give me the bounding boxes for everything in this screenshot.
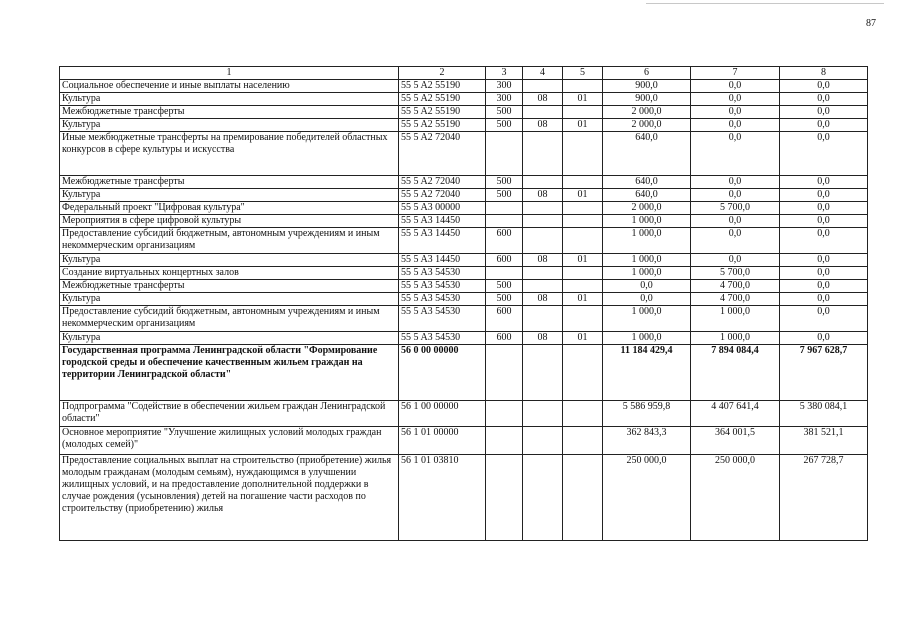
cell-code: 55 5 A3 14450 (399, 215, 486, 228)
table-row (60, 267, 868, 280)
cell-name: Культура (60, 332, 399, 345)
cell-col7: 7 894 084,4 (691, 345, 780, 401)
cell-col3: 500 (486, 176, 523, 189)
cell-col7: 0,0 (691, 176, 780, 189)
cell-col5: 01 (563, 254, 603, 267)
cell-col5 (563, 401, 603, 427)
cell-col4 (523, 176, 563, 189)
cell-col6: 1 000,0 (603, 254, 691, 267)
cell-col6: 1 000,0 (603, 306, 691, 332)
cell-col4 (523, 401, 563, 427)
column-header: 3 (486, 67, 523, 80)
column-header: 2 (399, 67, 486, 80)
cell-code: 55 5 A2 72040 (399, 189, 486, 202)
cell-col5: 01 (563, 189, 603, 202)
cell-col4: 08 (523, 189, 563, 202)
cell-code: 55 5 A2 55190 (399, 93, 486, 106)
cell-name: Основное мероприятие "Улучшение жилищных условий молодых граждан (молодых семей)" (60, 427, 399, 455)
cell-col3: 300 (486, 93, 523, 106)
cell-col4 (523, 228, 563, 254)
cell-col3: 600 (486, 306, 523, 332)
cell-code: 55 5 A2 55190 (399, 119, 486, 132)
cell-col7: 1 000,0 (691, 332, 780, 345)
cell-col5 (563, 267, 603, 280)
column-header: 4 (523, 67, 563, 80)
cell-col6: 5 586 959,8 (603, 401, 691, 427)
cell-col3: 300 (486, 80, 523, 93)
cell-col3: 500 (486, 106, 523, 119)
cell-col4: 08 (523, 254, 563, 267)
cell-col4 (523, 280, 563, 293)
cell-name: Мероприятия в сфере цифровой культуры (60, 215, 399, 228)
cell-col8: 381 521,1 (780, 427, 868, 455)
cell-col8: 0,0 (780, 293, 868, 306)
table-row (60, 455, 868, 541)
cell-code: 55 5 A3 00000 (399, 202, 486, 215)
cell-col8: 0,0 (780, 189, 868, 202)
cell-col8: 267 728,7 (780, 455, 868, 541)
cell-col6: 1 000,0 (603, 332, 691, 345)
cell-col3 (486, 202, 523, 215)
cell-name: Межбюджетные трансферты (60, 176, 399, 189)
cell-col6: 900,0 (603, 93, 691, 106)
cell-name: Федеральный проект "Цифровая культура" (60, 202, 399, 215)
cell-name: Межбюджетные трансферты (60, 106, 399, 119)
cell-col5 (563, 280, 603, 293)
cell-col7: 364 001,5 (691, 427, 780, 455)
column-header: 8 (780, 67, 868, 80)
cell-col5 (563, 215, 603, 228)
cell-col4 (523, 345, 563, 401)
cell-name: Государственная программа Ленинградской области "Формирование городской среды и обеспечение качественным жильем граждан на территории Ленинградской области" (60, 345, 399, 401)
cell-col3: 600 (486, 332, 523, 345)
cell-col8: 7 967 628,7 (780, 345, 868, 401)
table-row (60, 176, 868, 189)
cell-col7: 0,0 (691, 254, 780, 267)
cell-code: 56 1 01 03810 (399, 455, 486, 541)
cell-col7: 0,0 (691, 80, 780, 93)
cell-col7: 0,0 (691, 119, 780, 132)
cell-col7: 1 000,0 (691, 306, 780, 332)
cell-col4 (523, 427, 563, 455)
cell-col7: 5 700,0 (691, 202, 780, 215)
cell-col6: 1 000,0 (603, 267, 691, 280)
table-row (60, 106, 868, 119)
table-row (60, 401, 868, 427)
table-row (60, 132, 868, 176)
cell-col3 (486, 267, 523, 280)
cell-col4 (523, 132, 563, 176)
cell-code: 55 5 A3 54530 (399, 267, 486, 280)
cell-col5 (563, 306, 603, 332)
cell-col5 (563, 345, 603, 401)
cell-col5: 01 (563, 93, 603, 106)
cell-col3: 500 (486, 280, 523, 293)
cell-col8: 0,0 (780, 215, 868, 228)
cell-col8: 0,0 (780, 80, 868, 93)
table-row (60, 427, 868, 455)
cell-name: Предоставление субсидий бюджетным, автономным учреждениям и иным некоммерческим организациям (60, 306, 399, 332)
cell-col8: 0,0 (780, 176, 868, 189)
cell-code: 55 5 A2 72040 (399, 176, 486, 189)
cell-name: Создание виртуальных концертных залов (60, 267, 399, 280)
cell-col6: 1 000,0 (603, 215, 691, 228)
cell-col6: 640,0 (603, 189, 691, 202)
cell-col4 (523, 455, 563, 541)
cell-col8: 5 380 084,1 (780, 401, 868, 427)
table-row (60, 280, 868, 293)
cell-code: 55 5 A2 55190 (399, 106, 486, 119)
table-row (60, 293, 868, 306)
cell-code: 56 0 00 00000 (399, 345, 486, 401)
cell-col3: 500 (486, 119, 523, 132)
cell-col6: 2 000,0 (603, 202, 691, 215)
cell-col4: 08 (523, 93, 563, 106)
cell-col7: 4 700,0 (691, 293, 780, 306)
table-row (60, 332, 868, 345)
cell-col3 (486, 132, 523, 176)
cell-col4 (523, 80, 563, 93)
top-divider-line (646, 3, 884, 4)
cell-col3 (486, 215, 523, 228)
cell-col3: 500 (486, 189, 523, 202)
column-header: 5 (563, 67, 603, 80)
cell-col7: 4 700,0 (691, 280, 780, 293)
cell-col7: 0,0 (691, 106, 780, 119)
cell-col5 (563, 132, 603, 176)
cell-col6: 2 000,0 (603, 119, 691, 132)
column-header: 1 (60, 67, 399, 80)
cell-col4: 08 (523, 293, 563, 306)
column-header: 6 (603, 67, 691, 80)
table-row (60, 93, 868, 106)
cell-col3: 600 (486, 254, 523, 267)
cell-col6: 1 000,0 (603, 228, 691, 254)
cell-code: 55 5 A3 14450 (399, 228, 486, 254)
cell-col6: 11 184 429,4 (603, 345, 691, 401)
cell-col5 (563, 176, 603, 189)
cell-col8: 0,0 (780, 119, 868, 132)
cell-name: Предоставление социальных выплат на строительство (приобретение) жилья молодым гражданам (молодым семьям), нуждающимся в улучшении жилищных условий, и на предоставление дополнительной поддержки в случае рождения (усыновления) детей на погашение части расходов по строительству (приобретению) жилья (60, 455, 399, 541)
table-body (60, 80, 868, 541)
cell-name: Культура (60, 293, 399, 306)
cell-col8: 0,0 (780, 132, 868, 176)
cell-col3: 600 (486, 228, 523, 254)
cell-col7: 4 407 641,4 (691, 401, 780, 427)
cell-col5 (563, 202, 603, 215)
cell-col4 (523, 306, 563, 332)
cell-col7: 0,0 (691, 215, 780, 228)
cell-col3 (486, 427, 523, 455)
table-row (60, 119, 868, 132)
cell-col8: 0,0 (780, 93, 868, 106)
cell-col8: 0,0 (780, 202, 868, 215)
cell-col8: 0,0 (780, 332, 868, 345)
cell-code: 55 5 A3 54530 (399, 293, 486, 306)
cell-code: 55 5 A3 14450 (399, 254, 486, 267)
cell-col8: 0,0 (780, 267, 868, 280)
cell-col5: 01 (563, 332, 603, 345)
cell-name: Культура (60, 189, 399, 202)
cell-col6: 2 000,0 (603, 106, 691, 119)
cell-col8: 0,0 (780, 106, 868, 119)
cell-col7: 0,0 (691, 132, 780, 176)
cell-col5: 01 (563, 293, 603, 306)
table-row (60, 215, 868, 228)
cell-code: 55 5 A2 72040 (399, 132, 486, 176)
cell-name: Иные межбюджетные трансферты на премирование победителей областных конкурсов в сфере культуры и искусства (60, 132, 399, 176)
cell-col6: 900,0 (603, 80, 691, 93)
table-row (60, 80, 868, 93)
cell-name: Межбюджетные трансферты (60, 280, 399, 293)
cell-col4: 08 (523, 119, 563, 132)
cell-code: 55 5 A3 54530 (399, 280, 486, 293)
cell-col6: 640,0 (603, 132, 691, 176)
cell-col6: 250 000,0 (603, 455, 691, 541)
cell-col8: 0,0 (780, 306, 868, 332)
cell-col7: 250 000,0 (691, 455, 780, 541)
cell-col5 (563, 106, 603, 119)
cell-code: 55 5 A3 54530 (399, 332, 486, 345)
cell-col7: 0,0 (691, 189, 780, 202)
cell-col3: 500 (486, 293, 523, 306)
cell-col4: 08 (523, 332, 563, 345)
page-number: 87 (866, 18, 876, 29)
cell-name: Социальное обеспечение и иные выплаты населению (60, 80, 399, 93)
cell-col6: 640,0 (603, 176, 691, 189)
cell-col4 (523, 215, 563, 228)
cell-name: Культура (60, 93, 399, 106)
cell-name: Предоставление субсидий бюджетным, автономным учреждениям и иным некоммерческим организациям (60, 228, 399, 254)
cell-code: 55 5 A2 55190 (399, 80, 486, 93)
cell-col5 (563, 427, 603, 455)
cell-col5 (563, 228, 603, 254)
column-header: 7 (691, 67, 780, 80)
cell-col8: 0,0 (780, 254, 868, 267)
cell-col3 (486, 345, 523, 401)
cell-col5: 01 (563, 119, 603, 132)
cell-col7: 5 700,0 (691, 267, 780, 280)
table-row (60, 202, 868, 215)
cell-col8: 0,0 (780, 280, 868, 293)
cell-col3 (486, 455, 523, 541)
cell-name: Культура (60, 254, 399, 267)
cell-name: Подпрограмма "Содействие в обеспечении жильем граждан Ленинградской области" (60, 401, 399, 427)
cell-code: 55 5 A3 54530 (399, 306, 486, 332)
cell-col4 (523, 106, 563, 119)
table-row (60, 254, 868, 267)
budget-table (59, 66, 868, 541)
cell-col5 (563, 455, 603, 541)
table-row (60, 228, 868, 254)
cell-code: 56 1 00 00000 (399, 401, 486, 427)
table-header-row (60, 67, 868, 80)
cell-col7: 0,0 (691, 228, 780, 254)
table-row (60, 306, 868, 332)
cell-col5 (563, 80, 603, 93)
cell-col3 (486, 401, 523, 427)
cell-col4 (523, 267, 563, 280)
cell-col6: 0,0 (603, 293, 691, 306)
cell-code: 56 1 01 00000 (399, 427, 486, 455)
table-row (60, 345, 868, 401)
cell-col6: 0,0 (603, 280, 691, 293)
cell-col8: 0,0 (780, 228, 868, 254)
cell-col7: 0,0 (691, 93, 780, 106)
table-row (60, 189, 868, 202)
cell-name: Культура (60, 119, 399, 132)
cell-col4 (523, 202, 563, 215)
cell-col6: 362 843,3 (603, 427, 691, 455)
